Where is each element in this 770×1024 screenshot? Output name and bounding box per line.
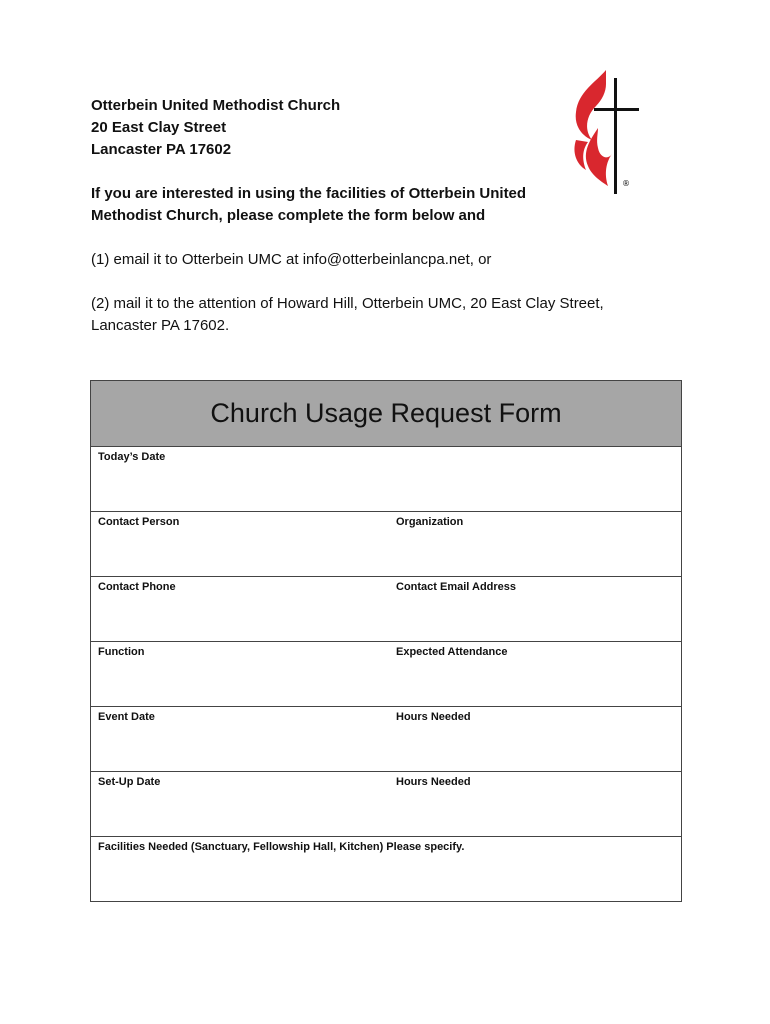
form-row-function	[91, 642, 681, 707]
registered-mark: ®	[622, 179, 630, 188]
contact-person-field[interactable]	[91, 512, 381, 576]
expected-attendance-field[interactable]	[381, 642, 681, 706]
contact-email-field[interactable]	[381, 577, 681, 641]
cross-and-flame-icon	[568, 70, 640, 196]
street-address: 20 East Clay Street	[91, 119, 227, 136]
church-address	[91, 95, 340, 161]
email-instruction: (1) email it to Otterbein UMC at info@otterbeinlancpa.net, or	[91, 251, 492, 268]
event-date-field[interactable]	[91, 707, 381, 771]
form-row-setup-date	[91, 772, 681, 837]
form-row-contact	[91, 512, 681, 577]
intro-text: If you are interested in using the facilities of Otterbein United Methodist Church, please complete the form below and	[91, 185, 527, 224]
hours-needed-field[interactable]	[381, 707, 681, 771]
todays-date-field[interactable]	[91, 447, 681, 511]
usage-request-form	[90, 380, 682, 902]
form-row-facilities	[91, 837, 681, 901]
form-title: Church Usage Request Form	[91, 381, 681, 447]
setup-date-label: Set-Up Date	[98, 776, 161, 788]
contact-email-label: Contact Email Address	[396, 581, 517, 593]
setup-date-field[interactable]	[91, 772, 381, 836]
setup-hours-needed-label: Hours Needed	[396, 776, 471, 788]
facilities-field[interactable]	[91, 837, 681, 901]
contact-person-label: Contact Person	[98, 516, 180, 528]
expected-attendance-label: Expected Attendance	[396, 646, 508, 658]
function-field[interactable]	[91, 642, 381, 706]
church-name: Otterbein United Methodist Church	[91, 97, 341, 114]
form-row-todays-date	[91, 447, 681, 512]
city-state-zip: Lancaster PA 17602	[91, 141, 232, 158]
organization-label: Organization	[396, 516, 464, 528]
mail-instruction: (2) mail it to the attention of Howard Hill, Otterbein UMC, 20 East Clay Street, Lancaster PA 17602.	[91, 295, 604, 334]
hours-needed-label: Hours Needed	[396, 711, 471, 723]
contact-phone-label: Contact Phone	[98, 581, 176, 593]
setup-hours-needed-field[interactable]	[381, 772, 681, 836]
organization-field[interactable]	[381, 512, 681, 576]
todays-date-label: Today’s Date	[98, 451, 166, 463]
form-row-phone-email	[91, 577, 681, 642]
event-date-label: Event Date	[98, 711, 155, 723]
facilities-label: Facilities Needed (Sanctuary, Fellowship Hall, Kitchen) Please specify.	[98, 841, 465, 853]
function-label: Function	[98, 646, 145, 658]
contact-phone-field[interactable]	[91, 577, 381, 641]
form-row-event-date	[91, 707, 681, 772]
